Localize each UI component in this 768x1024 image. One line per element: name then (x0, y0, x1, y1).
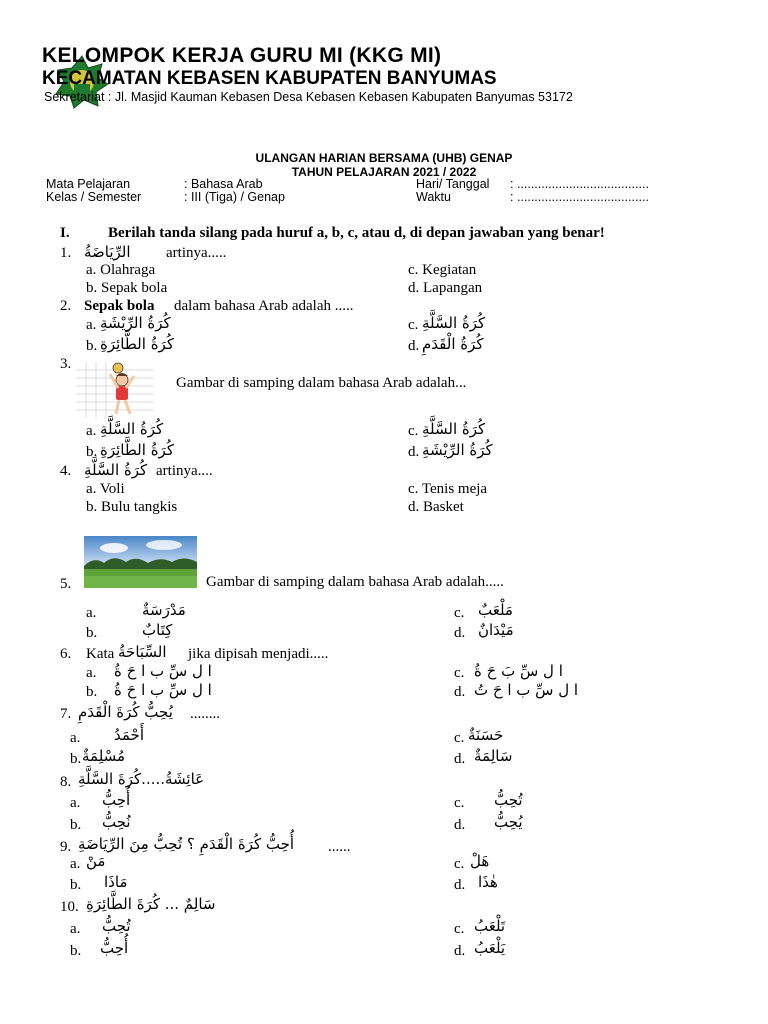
q2-option-b-label[interactable]: b. (86, 338, 98, 354)
q5-option-a-label[interactable]: a. (86, 605, 97, 621)
q6-option-b[interactable]: ا ل سِّ ب ا حَ ةُ (114, 681, 212, 699)
q3-option-a[interactable]: كُرَةُ السَّلَّةِ (100, 420, 164, 438)
q3-option-a-label[interactable]: a. (86, 423, 97, 439)
field-image (84, 536, 197, 588)
q9-option-d-label[interactable]: d. (454, 877, 466, 893)
q5-number: 5. (60, 576, 72, 592)
q9-option-a-label[interactable]: a. (70, 856, 81, 872)
q5-option-a[interactable]: مَدْرَسَةٌ (142, 601, 186, 619)
q9-option-d[interactable]: هٰذَا (478, 873, 498, 891)
q8-number: 8. (60, 774, 72, 790)
q1-option-c[interactable]: c. Kegiatan (408, 262, 477, 278)
q6-option-c-label[interactable]: c. (454, 665, 465, 681)
q7-option-a-label[interactable]: a. (70, 730, 81, 746)
q10-number: 10. (60, 899, 79, 915)
q4-text: artinya.... (156, 463, 213, 479)
q4-option-b[interactable]: b. Bulu tangkis (86, 499, 178, 515)
q4-number: 4. (60, 463, 72, 479)
q1-option-b[interactable]: b. Sepak bola (86, 280, 168, 296)
q3-option-d-label[interactable]: d. (408, 444, 420, 460)
q3-option-d[interactable]: كُرَةُ الرِّيْشَةِ (422, 441, 493, 459)
subject-label: Mata Pelajaran (46, 177, 131, 191)
q2-text: dalam bahasa Arab adalah ..... (174, 298, 354, 314)
q10-option-b-label[interactable]: b. (70, 943, 82, 959)
q4-option-d[interactable]: d. Basket (408, 499, 464, 515)
q3-option-b-label[interactable]: b. (86, 444, 98, 460)
q10-option-a-label[interactable]: a. (70, 921, 81, 937)
q5-option-c[interactable]: مَلْعَبٌ (478, 601, 513, 619)
q1-arabic: الرِّيَاضَةُ (84, 243, 131, 261)
section-numeral: I. (60, 225, 70, 241)
q9-option-c-label[interactable]: c. (454, 856, 465, 872)
q7-option-c[interactable]: حَسَنَةٌ (468, 726, 504, 744)
q8-option-d-label[interactable]: d. (454, 817, 466, 833)
q5-text: Gambar di samping dalam bahasa Arab adalah..... (206, 574, 504, 590)
q10-option-a[interactable]: تُحِبُّ (102, 917, 131, 935)
subject-value: : Bahasa Arab (184, 177, 263, 191)
q7-option-a[interactable]: أَحْمَدُ (114, 726, 144, 744)
q6-option-a[interactable]: ا ل سِّ ب ا حَ ةُ (114, 662, 212, 680)
q10-option-d-label[interactable]: d. (454, 943, 466, 959)
q1-option-a[interactable]: a. Olahraga (86, 262, 156, 278)
class-value: : III (Tiga) / Genap (184, 190, 285, 204)
org-name-line2: KECAMATAN KEBASEN KABUPATEN BANYUMAS (42, 68, 497, 89)
q9-option-c[interactable]: هَلْ (470, 852, 490, 870)
q7-option-b[interactable]: مُسْلِمَةٌ (82, 747, 126, 765)
time-value: : ...................................... (510, 190, 649, 204)
q5-option-d-label[interactable]: d. (454, 625, 466, 641)
class-label: Kelas / Semester (46, 190, 142, 204)
q1-number: 1. (60, 245, 72, 261)
q7-number: 7. (60, 706, 72, 722)
q9-option-b[interactable]: مَاذَا (104, 873, 128, 891)
q9-arabic: أُحِبُّ كُرَةَ الْقَدَمِ ؟ تُحِبُّ مِنَ الرِّيَاضَةِ (78, 835, 295, 853)
q2-option-d[interactable]: كُرَةُ الْقَدَمِ (422, 335, 484, 353)
q1-option-d[interactable]: d. Lapangan (408, 280, 483, 296)
q9-option-b-label[interactable]: b. (70, 877, 82, 893)
q5-option-b[interactable]: كِتَابٌ (142, 621, 173, 639)
q6-option-c[interactable]: ا ل سِّ بَ حَ ةُ (474, 662, 563, 680)
q4-arabic: كُرَةُ السَّلَّةِ (84, 461, 148, 479)
q6-option-b-label[interactable]: b. (86, 684, 98, 700)
q8-option-b-label[interactable]: b. (70, 817, 82, 833)
q8-option-d[interactable]: يُحِبُّ (494, 813, 523, 831)
q2-bold: Sepak bola (84, 298, 155, 314)
section-instruction: Berilah tanda silang pada huruf a, b, c, atau d, di depan jawaban yang benar! (108, 225, 605, 241)
q2-option-c[interactable]: كُرَةُ السَّلَّةِ (422, 314, 486, 332)
q7-text: ........ (190, 706, 220, 722)
q6-option-d-label[interactable]: d. (454, 684, 466, 700)
q10-option-c-label[interactable]: c. (454, 921, 465, 937)
time-label: Waktu (416, 190, 451, 204)
q2-option-c-label[interactable]: c. (408, 317, 419, 333)
volleyball-player-image (76, 362, 154, 418)
q10-arabic: سَالِمٌ ... كُرَةَ الطَّائِرَةِ (86, 895, 216, 913)
q10-option-d[interactable]: يَلْعَبُ (474, 939, 506, 957)
q6-option-a-label[interactable]: a. (86, 665, 97, 681)
q8-option-a[interactable]: أُحِبُّ (102, 791, 131, 809)
q6-number: 6. (60, 646, 72, 662)
q3-option-c-label[interactable]: c. (408, 423, 419, 439)
q4-option-a[interactable]: a. Voli (86, 481, 125, 497)
q4-option-c[interactable]: c. Tenis meja (408, 481, 488, 497)
q2-option-b[interactable]: كُرَةُ الطَّائِرَةِ (100, 335, 174, 353)
q6-pre: Kata (86, 646, 115, 662)
q3-text: Gambar di samping dalam bahasa Arab adalah... (176, 375, 467, 391)
org-address: Sekretariat : Jl. Masjid Kauman Kebasen Desa Kebasen Kebasen Kabupaten Banyumas 53172 (44, 90, 573, 104)
date-value: : ...................................... (510, 177, 649, 191)
q5-option-d[interactable]: مَيْدَانٌ (478, 621, 514, 639)
q5-option-c-label[interactable]: c. (454, 605, 465, 621)
q7-option-b-label[interactable]: b. (70, 751, 82, 767)
q9-text: ...... (328, 839, 351, 855)
q9-number: 9. (60, 839, 72, 855)
q8-option-a-label[interactable]: a. (70, 795, 81, 811)
q8-option-c[interactable]: تُحِبُّ (494, 791, 523, 809)
q3-option-b[interactable]: كُرَةُ الطَّائِرَةِ (100, 441, 174, 459)
org-name-line1: KELOMPOK KERJA GURU MI (KKG MI) (42, 44, 442, 67)
q6-option-d[interactable]: ا ل سِّ ب ا حَ تُ (474, 681, 579, 699)
q9-option-a[interactable]: مَنْ (86, 852, 106, 870)
q7-arabic: يُحِبُّ كُرَةَ الْقَدَمِ (78, 703, 173, 721)
q2-number: 2. (60, 298, 72, 314)
q6-text: jika dipisah menjadi..... (188, 646, 329, 662)
q8-option-c-label[interactable]: c. (454, 795, 465, 811)
q2-option-d-label[interactable]: d. (408, 338, 420, 354)
q5-option-b-label[interactable]: b. (86, 625, 98, 641)
exam-year: TAHUN PELAJARAN 2021 / 2022 (291, 165, 477, 179)
q8-option-b[interactable]: نُحِبُّ (102, 813, 131, 831)
date-label: Hari/ Tanggal (416, 177, 490, 191)
q2-option-a[interactable]: كُرَةُ الرِّيْشَةِ (100, 314, 171, 332)
q7-option-d[interactable]: سَالِمَةٌ (474, 747, 513, 765)
q3-option-c[interactable]: كُرَةُ السَّلَّةِ (422, 420, 486, 438)
q2-option-a-label[interactable]: a. (86, 317, 97, 333)
q10-option-c[interactable]: تَلْعَبُ (474, 917, 506, 935)
q7-option-c-label[interactable]: c. (454, 730, 465, 746)
q8-arabic: عَائِشَةُ.....كُرَةَ السَّلَّةِ (78, 770, 205, 788)
q6-arabic: السِّبَاحَةُ (118, 643, 167, 661)
q10-option-b[interactable]: أُحِبُّ (100, 939, 129, 957)
q1-text: artinya..... (166, 245, 227, 261)
q3-number: 3. (60, 356, 72, 372)
exam-title: ULANGAN HARIAN BERSAMA (UHB) GENAP (255, 151, 513, 165)
q7-option-d-label[interactable]: d. (454, 751, 466, 767)
